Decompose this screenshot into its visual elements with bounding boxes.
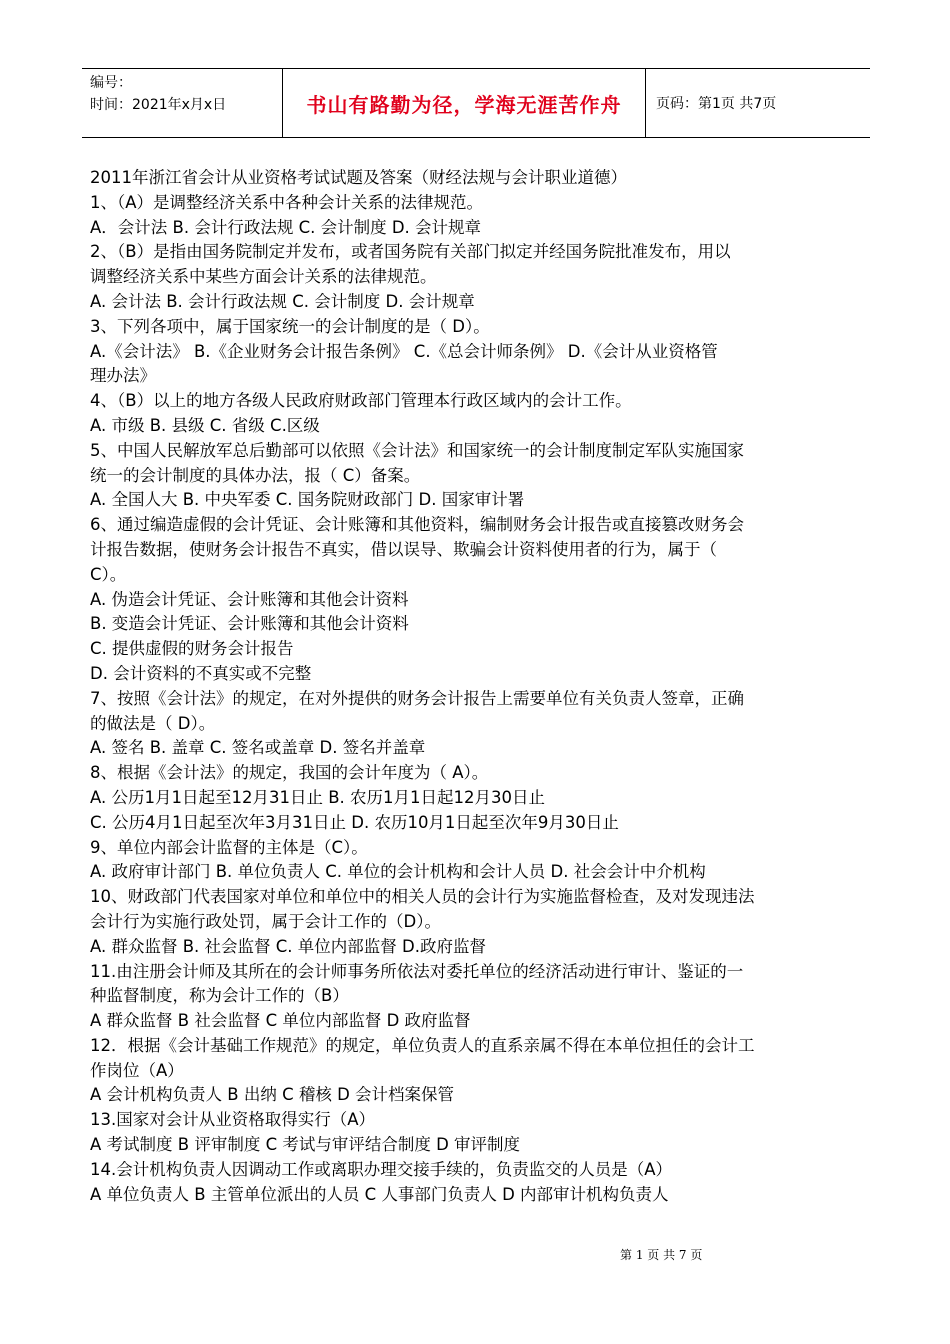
text-line: 作岗位（A） xyxy=(90,1060,184,1080)
text-line: A. 会计法 B. 会计行政法规 C. 会计制度 D. 会计规章 xyxy=(90,291,475,311)
document-title: 2011年浙江省会计从业资格考试试题及答案（财经法规与会计职业道德） xyxy=(90,168,627,187)
text-line: B. 变造会计凭证、会计账簿和其他会计资料 xyxy=(90,614,409,634)
text-line: A. 政府审计部门 B. 单位负责人 C. 单位的会计机构和会计人员 D. 社会会计中介机构 xyxy=(90,862,706,882)
text-line: 6、通过编造虚假的会计凭证、会计账簿和其他资料，编制财务会计报告或直接篡改财务会 xyxy=(90,515,744,535)
header-meta xyxy=(82,69,282,137)
text-line: 8、根据《会计法》的规定，我国的会计年度为（ A）。 xyxy=(90,763,489,783)
text-line: C. 提供虚假的财务会计报告 xyxy=(90,639,294,659)
serial-label: 编号： xyxy=(90,75,132,91)
text-line: 5、中国人民解放军总后勤部可以依照《会计法》和国家统一的会计制度制定军队实施国家 xyxy=(90,440,744,460)
text-line: A 群众监督 B 社会监督 C 单位内部监督 D 政府监督 xyxy=(90,1011,471,1031)
text-line: A．会计法 B. 会计行政法规 C. 会计制度 D. 会计规章 xyxy=(90,217,482,237)
header-motto: 书山有路勤为径，学海无涯苦作舟 xyxy=(282,69,646,137)
text-line: A. 签名 B. 盖章 C. 签名或盖章 D. 签名并盖章 xyxy=(90,738,426,758)
text-line: 13.国家对会计从业资格取得实行（A） xyxy=(90,1110,376,1130)
text-line: A. 群众监督 B. 社会监督 C. 单位内部监督 D.政府监督 xyxy=(90,936,486,956)
text-line: 调整经济关系中某些方面会计关系的法律规范。 xyxy=(90,267,437,287)
text-line: 会计行为实施行政处罚，属于会计工作的（D）。 xyxy=(90,911,441,931)
text-line: 14.会计机构负责人因调动工作或离职办理交接手续的，负责监交的人员是（A） xyxy=(90,1159,673,1179)
text-line: A.《会计法》 B.《企业财务会计报告条例》 C.《总会计师条例》 D.《会计从业资格管 xyxy=(90,341,718,361)
text-line: 2、（B）是指由国务院制定并发布，或者国务院有关部门拟定并经国务院批准发布，用以 xyxy=(90,242,731,262)
text-line: 统一的会计制度的具体办法，报（ C）备案。 xyxy=(90,465,421,485)
text-line: 理办法》 xyxy=(90,366,156,386)
page-footer: 第 1 页 共 7 页 xyxy=(620,1248,703,1262)
header-page-info: 页码：第1页 共7页 xyxy=(656,96,777,112)
text-line: 1、（A）是调整经济关系中各种会计关系的法律规范。 xyxy=(90,192,484,212)
text-line: 种监督制度，称为会计工作的（B） xyxy=(90,986,349,1006)
text-line: A 考试制度 B 评审制度 C 考试与审评结合制度 D 审评制度 xyxy=(90,1135,521,1155)
text-line: 7、按照《会计法》的规定，在对外提供的财务会计报告上需要单位有关负责人签章，正确 xyxy=(90,688,744,708)
text-line: A. 市级 B. 县级 C. 省级 C.区级 xyxy=(90,415,320,435)
text-line: 11.由注册会计师及其所在的会计师事务所依法对委托单位的经济活动进行审计、鉴证的一 xyxy=(90,961,744,981)
time-label: 时间：2021年x月x日 xyxy=(90,97,227,113)
text-line: A. 全国人大 B. 中央军委 C. 国务院财政部门 D. 国家审计署 xyxy=(90,490,525,510)
text-line: A. 伪造会计凭证、会计账簿和其他会计资料 xyxy=(90,589,409,609)
text-line: C）。 xyxy=(90,564,127,584)
document-body xyxy=(90,166,856,1207)
text-line: D. 会计资料的不真实或不完整 xyxy=(90,663,312,683)
text-line: 计报告数据，使财务会计报告不真实，借以误导、欺骗会计资料使用者的行为，属于（ xyxy=(90,539,717,559)
text-line: 的做法是（ D）。 xyxy=(90,713,216,733)
text-line: 3、下列各项中，属于国家统一的会计制度的是（ D）。 xyxy=(90,316,490,336)
text-line: 4、（B）以上的地方各级人民政府财政部门管理本行政区域内的会计工作。 xyxy=(90,391,632,411)
text-line: 9、单位内部会计监督的主体是（C）。 xyxy=(90,837,368,857)
text-line: A 单位负责人 B 主管单位派出的人员 C 人事部门负责人 D 内部审计机构负责人 xyxy=(90,1184,669,1204)
text-line: 10、财政部门代表国家对单位和单位中的相关人员的会计行为实施监督检查，及对发现违法 xyxy=(90,887,755,907)
text-line: 12．根据《会计基础工作规范》的规定，单位负责人的直系亲属不得在本单位担任的会计工 xyxy=(90,1035,755,1055)
text-line: A. 公历1月1日起至12月31日止 B. 农历1月1日起12月30日止 xyxy=(90,787,546,807)
text-line: A 会计机构负责人 B 出纳 C 稽核 D 会计档案保管 xyxy=(90,1085,455,1105)
text-line: C. 公历4月1日起至次年3月31日止 D. 农历10月1日起至次年9月30日止 xyxy=(90,812,619,832)
page-header xyxy=(82,68,870,138)
